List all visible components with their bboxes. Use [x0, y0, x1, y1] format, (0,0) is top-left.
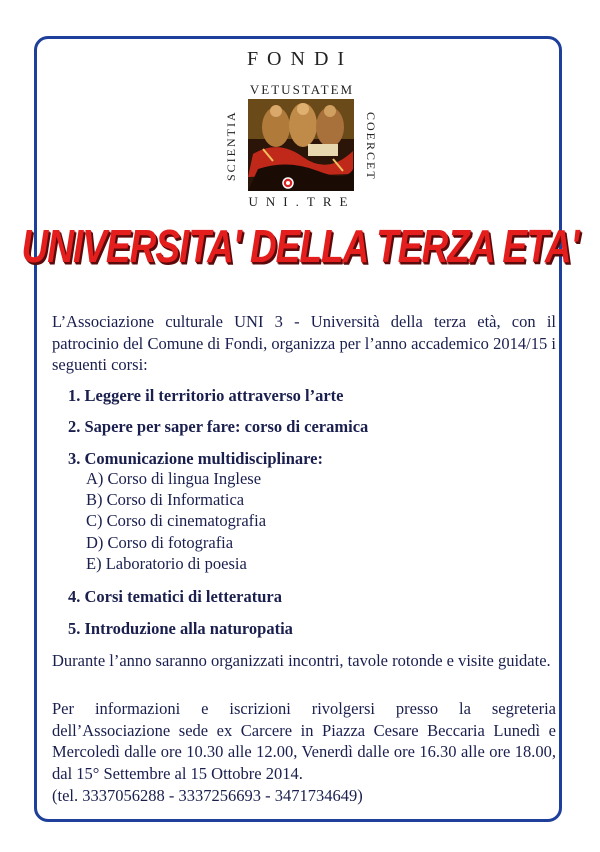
subcourse-item: D) Corso di fotografia [86, 533, 234, 552]
subcourse-item: E) Laboratorio di poesia [86, 554, 247, 573]
intro-paragraph: L’Associazione culturale UNI 3 - Università della terza età, con il patrocinio del Comune di Fondi, organizza per l’anno accademico 2014/15 i seguenti corsi: [52, 312, 556, 374]
subcourse-item: C) Corso di cinematografia [86, 511, 267, 530]
logo-motto-right: COERCET [364, 111, 378, 181]
course-item: 2. Sapere per saper fare: corso di ceramica [68, 417, 369, 436]
page-title: UNIVERSITA' DELLA TERZA ETA' [21, 220, 579, 272]
phone-numbers: (tel. 3337056288 - 3337256693 - 3471734649) [52, 786, 363, 805]
course-item: 1. Leggere il territorio attraverso l’arte [68, 386, 344, 405]
subcourse-item: A) Corso di lingua Inglese [86, 469, 262, 488]
logo-motto-left: SCIENTIA [224, 110, 238, 182]
course-item: 5. Introduzione alla naturopatia [68, 619, 293, 638]
events-paragraph: Durante l’anno saranno organizzati incontri, tavole rotonde e visite guidate. [52, 651, 551, 670]
course-item: 3. Comunicazione multidisciplinare: [68, 449, 323, 468]
info-paragraph: Per informazioni e iscrizioni rivolgersi presso la segreteria dell’Associazione sede ex Carcere in Piazza Cesare Beccaria Lunedì e Mercoledì dalle ore 10.30 alle 12.00, Venerdì dalle ore 16.30 alle ore 18.00, dal 15° Settembre al 15 Ottobre 2014. [52, 699, 556, 783]
logo-motto-top: VETUSTATEM [249, 82, 355, 97]
subcourse-item: B) Corso di Informatica [86, 490, 245, 509]
logo-painting-image [248, 99, 354, 191]
header-city: FONDI [246, 48, 354, 70]
logo-motto-bottom: UNI.TRE [248, 194, 356, 209]
association-logo [224, 82, 378, 210]
course-item: 4. Corsi tematici di letteratura [68, 587, 282, 606]
